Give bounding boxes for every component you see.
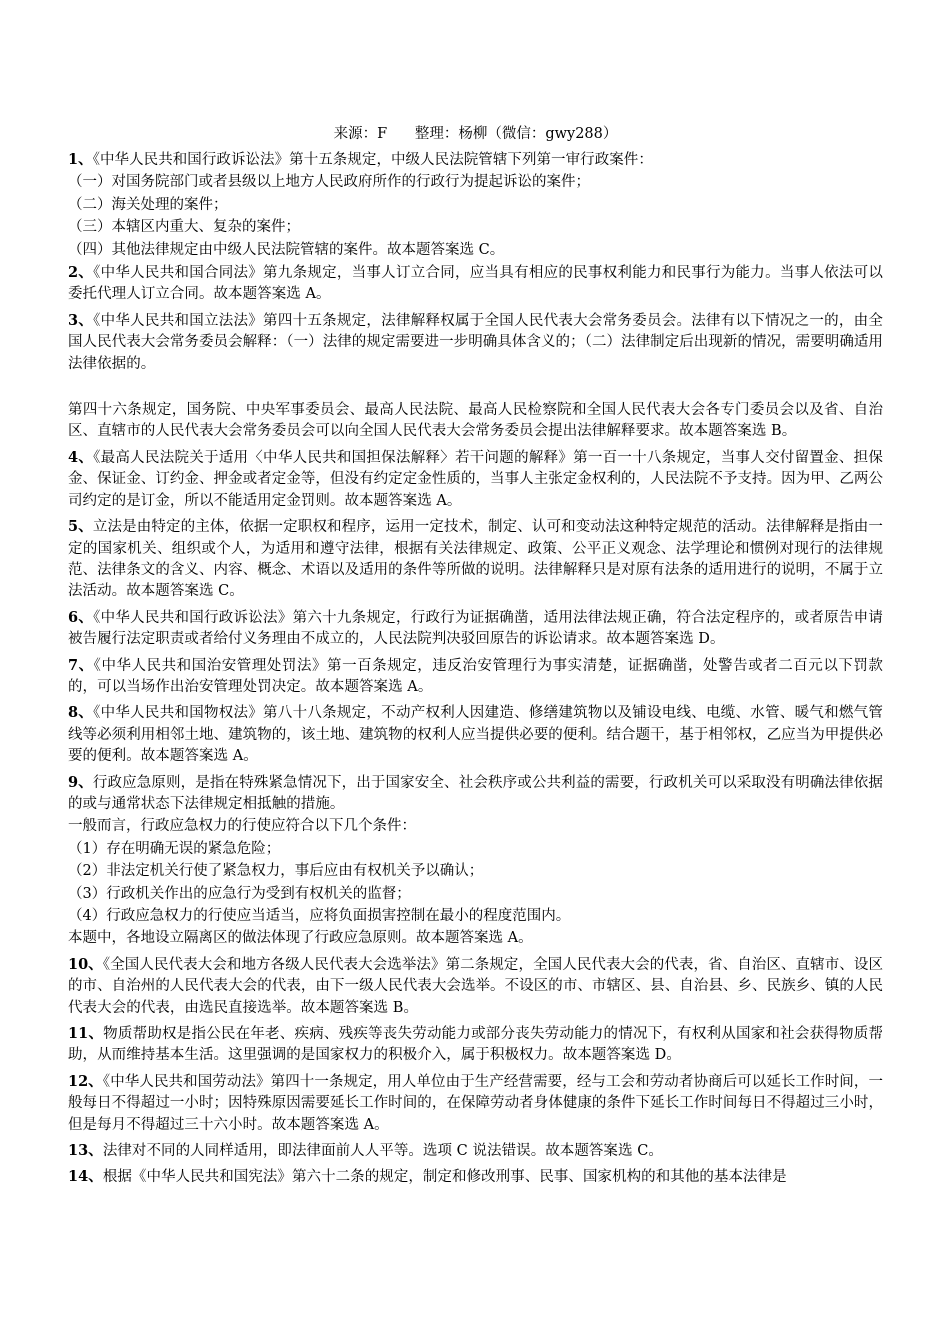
list-item: （1）存在明确无误的紧急危险； (68, 840, 281, 857)
answer-number: 4、 (68, 448, 94, 466)
answer-number: 10、 (68, 955, 103, 973)
answer-9-conclusion: 本题中，各地设立隔离区的做法体现了行政应急原则。故本题答案选 A。 (68, 930, 533, 947)
answer-3-continued: 第四十六条规定，国务院、中央军事委员会、最高人民法院、最高人民检察院和全国人民代表大会各专门委员会以及省、自治区、直辖市的人民代表大会常务委员会可以向全国人民代表大会常务委员会提出法律解释要求。故本题答案选 B。 (68, 402, 883, 440)
answer-11 (68, 1023, 883, 1067)
answer-6 (68, 607, 883, 651)
answer-text: 《中华人民共和国行政诉讼法》第十五条规定，中级人民法院管辖下列第一审行政案件： (92, 152, 653, 168)
answer-text: 行政应急原则，是指在特殊紧急情况下，出于国家安全、社会秩序或公共利益的需要，行政机关可以采取没有明确法律依据的或与通常状态下法律规定相抵触的措施。 (68, 774, 883, 812)
answer-12 (68, 1071, 883, 1136)
source-header: 来源：F 整理：杨柳（微信：gwy288） (333, 126, 618, 142)
list-item: （一）对国务院部门或者县级以上地方人民政府所作的行政行为提起诉讼的案件； (68, 174, 590, 191)
answer-number: 2、 (68, 264, 94, 282)
spacer (68, 379, 883, 400)
answer-7 (68, 655, 883, 699)
answer-number: 7、 (68, 656, 94, 674)
answer-text: 《中华人民共和国行政诉讼法》第六十九条规定，行政行为证据确凿，适用法律法规正确，符合法定程序的，或者原告申请被告履行法定职责或者给付义务理由不成立的，人民法院判决驳回原告的诉讼请求。故本题答案选 D。 (68, 609, 883, 648)
answer-text: 《中华人民共和国治安管理处罚法》第一百条规定，违反治安管理行为事实清楚，证据确凿，处警告或者二百元以下罚款的，可以当场作出治安管理处罚决定。故本题答案选 A。 (68, 657, 883, 695)
answer-14 (68, 1166, 883, 1188)
answer-3 (68, 310, 883, 375)
answer-number: 3、 (68, 311, 94, 329)
answer-number: 11、 (68, 1025, 104, 1043)
answer-number: 12、 (68, 1072, 103, 1090)
answer-4 (68, 447, 883, 512)
answer-9-intro: 一般而言，行政应急权力的行使应符合以下几个条件： (68, 818, 416, 835)
document-page (68, 126, 883, 1193)
list-item: （4）行政应急权力的行使应当适当，应将负面损害控制在最小的程度范围内。 (68, 908, 571, 924)
answer-text: 《中华人民共和国合同法》第九条规定，当事人订立合同，应当具有相应的民事权利能力和民事行为能力。当事人依法可以委托代理人订立合同。故本题答案选 A。 (68, 265, 883, 303)
answer-text: 《中华人民共和国物权法》第八十八条规定，不动产权利人因建造、修缮建筑物以及铺设电线、电缆、水管、暖气和燃气管线等必须利用相邻土地、建筑物的，该土地、建筑物的权利人应当提供必要的便利。结合题干，基于相邻权，乙应当为甲提供必要的便利。故本题答案选 A。 (68, 705, 883, 765)
answer-1 (68, 149, 883, 171)
answer-text: 根据《中华人民共和国宪法》第六十二条的规定，制定和修改刑事、民事、国家机构的和其他的基本法律是 (102, 1169, 787, 1186)
answer-text: 《中华人民共和国立法法》第四十五条规定，法律解释权属于全国人民代表大会常务委员会。法律有以下情况之一的，由全国人民代表大会常务委员会解释：（一）法律的规定需要进一步明确具体含义的；（二）法律制定后出现新的情况，需要明确适用法律依据的。 (68, 312, 883, 372)
answer-5 (68, 516, 883, 603)
list-item: （2）非法定机关行使了紧急权力，事后应由有权机关予以确认； (68, 863, 484, 880)
answer-number: 14、 (68, 1168, 103, 1186)
answer-13 (68, 1140, 883, 1162)
answer-number: 6、 (68, 608, 94, 626)
answer-text: 《中华人民共和国劳动法》第四十一条规定，用人单位由于生产经营需要，经与工会和劳动者协商后可以延长工作时间，一般每日不得超过一小时；因特殊原因需要延长工作时间的，在保障劳动者身体健康的条件下延长工作时间每日不得超过三小时，但是每月不得超过三十六小时。故本题答案选 A。 (68, 1073, 883, 1133)
list-item: （三）本辖区内重大、复杂的案件； (68, 219, 300, 236)
answer-number: 5、 (68, 518, 93, 536)
list-item: （3）行政机关作出的应急行为受到有权机关的监督； (68, 885, 411, 902)
answer-text: 《最高人民法院关于适用〈中华人民共和国担保法解释〉若干问题的解释》第一百一十八条规定，当事人交付留置金、担保金、保证金、订约金、押金或者定金等，但没有约定定金性质的，当事人主张定金权利的，人民法院不予支持。因为甲、乙两公司约定的是订金，所以不能适用定金罚则。故本题答案选 A。 (68, 449, 883, 509)
answer-10 (68, 954, 883, 1019)
answer-8 (68, 702, 883, 767)
answer-text: 法律对不同的人同样适用，即法律面前人人平等。选项 C 说法错误。故本题答案选 C。 (102, 1143, 663, 1160)
answer-text: 物质帮助权是指公民在年老、疾病、残疾等丧失劳动能力或部分丧失劳动能力的情况下，有权利从国家和社会获得物质帮助，从而维持基本生活。这里强调的是国家权力的积极介入，属于积极权力。故本题答案选 D。 (68, 1026, 883, 1064)
answer-2 (68, 262, 883, 306)
answer-text: 《全国人民代表大会和地方各级人民代表大会选举法》第二条规定，全国人民代表大会的代表，省、自治区、直辖市、设区的市、自治州的人民代表大会的代表，由下一级人民代表大会选举。不设区的市、市辖区、县、自治县、乡、民族乡、镇的人民代表大会的代表，由选民直接选举。故本题答案选 B。 (68, 956, 883, 1016)
answer-number: 9、 (68, 773, 93, 791)
list-item: （二）海关处理的案件； (68, 196, 228, 213)
answer-text: 立法是由特定的主体，依据一定职权和程序，运用一定技术，制定、认可和变动法这种特定规范的活动。法律解释是指由一定的国家机关、组织或个人，为适用和遵守法律，根据有关法律规定、政策、公平正义观念、法学理论和惯例对现行的法律规范、法律条文的含义、内容、概念、术语以及适用的条件等所做的说明。法律解释只是对原有法条的适用进行的说明，不属于立法活动。故本题答案选 C。 (68, 519, 883, 600)
answer-number: 1、 (68, 151, 93, 168)
answer-number: 8、 (68, 704, 94, 722)
answer-9 (68, 772, 883, 816)
list-item: （四）其他法律规定由中级人民法院管辖的案件。故本题答案选 C。 (68, 241, 505, 258)
answer-number: 13、 (68, 1142, 103, 1160)
